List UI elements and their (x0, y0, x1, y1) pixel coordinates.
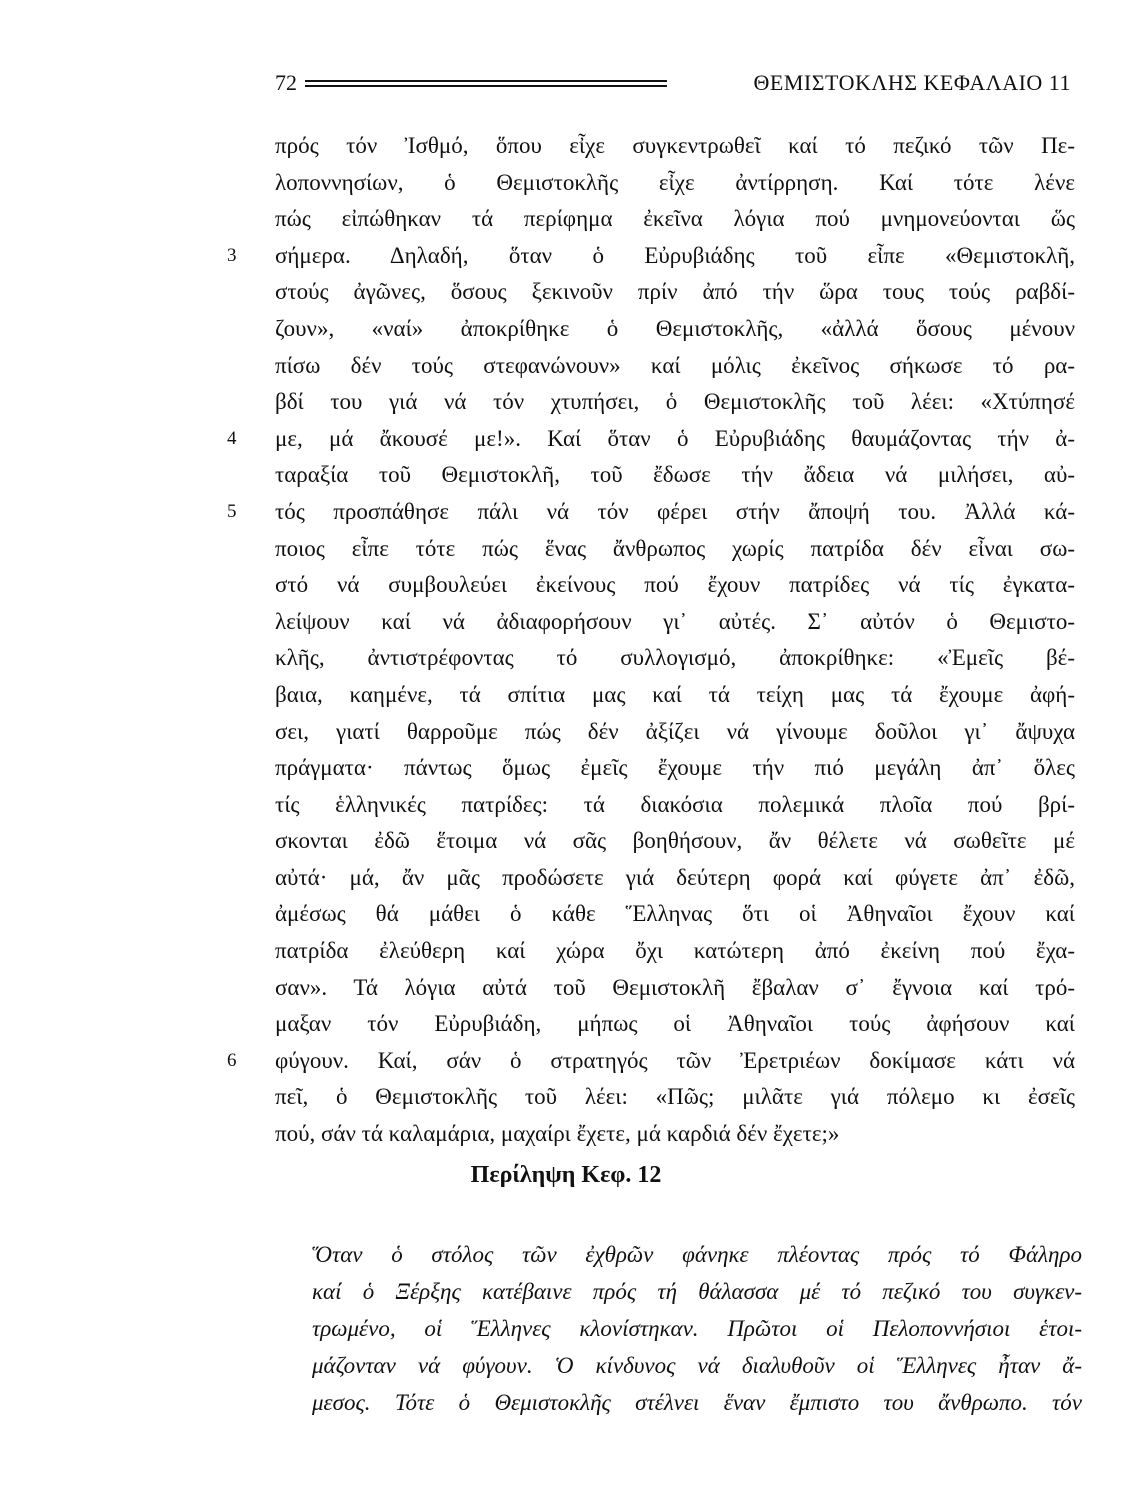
header-rule (305, 85, 667, 87)
margin-note: 6 (227, 1049, 237, 1071)
line-text: με, μά ἄκουσέ με!». Καί ὅταν ὁ Εὐρυβιάδης θαυμάζοντας τήν ἀ- (275, 425, 1075, 451)
summary-line: τρωμένο, οἱ Ἕλληνες κλονίστηκαν. Πρῶτοι οἱ Πελοποννήσιοι ἑτοι- (312, 1316, 1082, 1341)
line-text: ταραξία τοῦ Θεμιστοκλῆ, τοῦ ἔδωσε τήν ἄδεια νά μιλήσει, αὐ- (275, 462, 1075, 488)
text-line (275, 567, 1075, 604)
line-text: φύγουν. Καί, σάν ὁ στρατηγός τῶν Ἐρετριέων δοκίμασε κάτι νά (275, 1047, 1075, 1073)
line-text: αὐτά· μά, ἄν μᾶς προδώσετε γιά δεύτερη φορά καί φύγετε ἀπ᾿ ἐδῶ, (275, 864, 1075, 890)
line-text: ζουν», «ναί» ἀποκρίθηκε ὁ Θεμιστοκλῆς, «ἀλλά ὅσους μένουν (275, 315, 1075, 341)
page-header (275, 70, 1071, 104)
text-line (275, 787, 1075, 824)
line-text: βδί του γιά νά τόν χτυπήσει, ὁ Θεμιστοκλῆς τοῦ λέει: «Χτύπησέ (275, 389, 1075, 415)
margin-note: 5 (227, 500, 237, 522)
text-line (275, 384, 1075, 421)
text-line (227, 421, 1075, 458)
line-text: πεῖ, ὁ Θεμιστοκλῆς τοῦ λέει: «Πῶς; μιλᾶτε γιά πόλεμο κι ἐσεῖς (275, 1084, 1075, 1110)
summary-line: Ὅταν ὁ στόλος τῶν ἐχθρῶν φάνηκε πλέοντας πρός τό Φάληρο (312, 1242, 1082, 1267)
margin-note: 4 (227, 427, 237, 449)
line-text: πράγματα· πάντως ὅμως ἐμεῖς ἔχουμε τήν πιό μεγάλη ἀπ᾿ ὅλες (275, 755, 1075, 781)
line-text: σει, γιατί θαρροῦμε πώς δέν ἀξίζει νά γίνουμε δοῦλοι γι᾿ ἄψυχα (275, 718, 1075, 744)
text-line (275, 933, 1075, 970)
text-line (275, 604, 1075, 641)
summary-line: μάζονταν νά φύγουν. Ὁ κίνδυνος νά διαλυθοῦν οἱ Ἕλληνες ἦταν ἄ- (312, 1353, 1082, 1378)
line-text: πώς εἰπώθηκαν τά περίφημα ἐκεῖνα λόγια πού μνημονεύονται ὥς (275, 206, 1075, 232)
line-text: ποιος εἶπε τότε πώς ἕνας ἄνθρωπος χωρίς πατρίδα δέν εἶναι σω- (275, 535, 1075, 561)
text-line (275, 677, 1075, 714)
summary-text (312, 1236, 1082, 1421)
line-text: λοποννησίων, ὁ Θεμιστοκλῆς εἶχε ἀντίρρηση. Καί τότε λένε (275, 169, 1075, 195)
line-text: σαν». Τά λόγια αὐτά τοῦ Θεμιστοκλῆ ἔβαλαν σ᾿ ἔγνοια καί τρό- (275, 974, 1075, 1000)
summary-line: καί ὁ Ξέρξης κατέβαινε πρός τή θάλασσα μέ τό πεζικό του συγκεν- (312, 1279, 1082, 1304)
line-text: πατρίδα ἐλεύθερη καί χώρα ὄχι κατώτερη ἀπό ἐκείνη πού ἔχα- (275, 938, 1075, 964)
text-line (275, 860, 1075, 897)
line-text: πού, σάν τά καλαμάρια, μαχαίρι ἔχετε, μά καρδιά δέν ἔχετε;» (275, 1121, 840, 1147)
header-rule (305, 80, 667, 82)
line-text: ἀμέσως θά μάθει ὁ κάθε Ἕλληνας ὅτι οἱ Ἀθηναῖοι ἔχουν καί (275, 901, 1075, 927)
line-text: λείψουν καί νά ἀδιαφορήσουν γι᾿ αὐτές. Σ᾿ αὐτόν ὁ Θεμιστο- (275, 608, 1075, 634)
text-line (227, 494, 1075, 531)
line-text: σήμερα. Δηλαδή, ὅταν ὁ Εὐρυβιάδης τοῦ εἶπε «Θεμιστοκλῆ, (275, 242, 1075, 268)
text-line (275, 1079, 1075, 1116)
line-text: πρός τόν Ἰσθμό, ὅπου εἶχε συγκεντρωθεῖ καί τό πεζικό τῶν Πε- (275, 133, 1075, 158)
text-line (275, 457, 1075, 494)
text-line (275, 348, 1075, 385)
text-line (275, 1006, 1075, 1043)
text-line (227, 238, 1075, 275)
text-line (275, 896, 1075, 933)
text-line (275, 1116, 1075, 1153)
text-line (275, 714, 1075, 751)
text-line (275, 165, 1075, 202)
line-text: στούς ἀγῶνες, ὅσους ξεκινοῦν πρίν ἀπό τήν ὥρα τους τούς ραβδί- (275, 279, 1075, 305)
running-title: ΘΕΜΙΣΤΟΚΛΗΣ ΚΕΦΑΛΑΙΟ 11 (753, 70, 1071, 95)
text-line (275, 640, 1075, 677)
chapter-text (227, 128, 1075, 1153)
line-text: τίς ἑλληνικές πατρίδες: τά διακόσια πολεμικά πλοῖα πού βρί- (275, 791, 1075, 817)
text-line (275, 274, 1075, 311)
text-line (275, 750, 1075, 787)
line-text: πίσω δέν τούς στεφανώνουν» καί μόλις ἐκεῖνος σήκωσε τό ρα- (275, 352, 1075, 378)
line-text: τός προσπάθησε πάλι νά τόν φέρει στήν ἄποψή του. Ἀλλά κά- (275, 498, 1075, 524)
text-line (227, 1043, 1075, 1080)
margin-note: 3 (227, 244, 237, 266)
page-number: 72 (275, 70, 297, 95)
text-line (275, 128, 1075, 165)
text-line (275, 531, 1075, 568)
text-line (275, 201, 1075, 238)
line-text: κλῆς, ἀντιστρέφοντας τό συλλογισμό, ἀποκρίθηκε: «Ἐμεῖς βέ- (275, 645, 1075, 671)
line-text: μαξαν τόν Εὐρυβιάδη, μήπως οἱ Ἀθηναῖοι τούς ἀφήσουν καί (275, 1011, 1075, 1037)
line-text: στό νά συμβουλεύει ἐκείνους πού ἔχουν πατρίδες νά τίς ἐγκατα- (275, 572, 1075, 598)
line-text: βαια, καημένε, τά σπίτια μας καί τά τείχη μας τά ἔχουμε ἀφή- (275, 681, 1075, 707)
text-line (275, 311, 1075, 348)
summary-line: μεσος. Τότε ὁ Θεμιστοκλῆς στέλνει ἕναν ἔμπιστο του ἄνθρωπο. τόν (312, 1390, 1082, 1415)
line-text: σκονται ἐδῶ ἕτοιμα νά σᾶς βοηθήσουν, ἄν θέλετε νά σωθεῖτε μέ (275, 828, 1075, 854)
text-line (275, 823, 1075, 860)
section-title: Περίληψη Κεφ. 12 (470, 1162, 662, 1188)
text-line (275, 970, 1075, 1007)
